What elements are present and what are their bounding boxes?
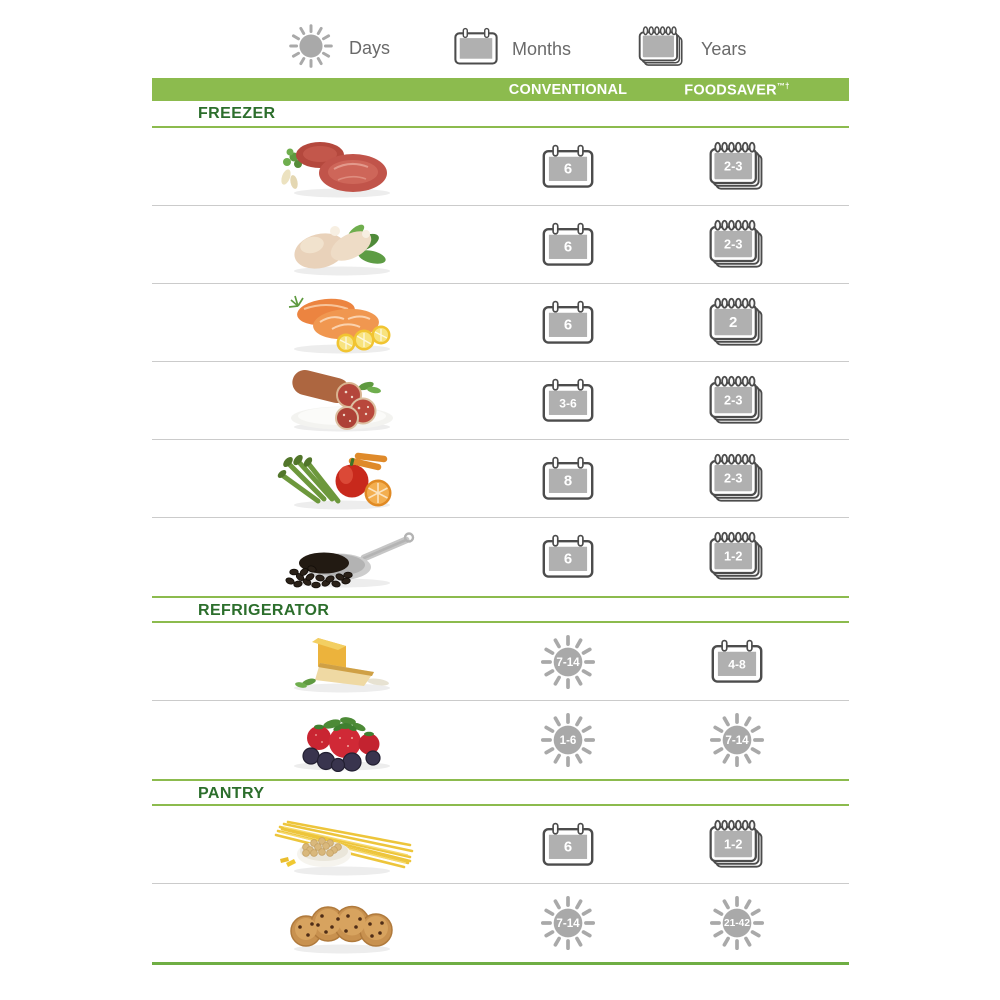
- sun-icon: [286, 21, 336, 76]
- conventional-duration: [537, 631, 599, 693]
- svg-text:2-3: 2-3: [724, 471, 743, 486]
- legend-label-years: Years: [701, 39, 747, 60]
- years-calendar-icon: [705, 371, 769, 429]
- table-row-berries: [152, 701, 849, 779]
- food-image-vegetables: [260, 447, 420, 511]
- years-calendar-icon: [635, 23, 688, 76]
- foodsaver-duration: [705, 137, 769, 195]
- svg-text:7-14: 7-14: [556, 655, 580, 669]
- svg-text:6: 6: [563, 316, 573, 333]
- conventional-duration: [537, 892, 599, 954]
- table-row-vegetables: [152, 440, 849, 518]
- months-calendar-icon: [541, 455, 595, 502]
- section-title: REFRIGERATOR: [198, 602, 330, 619]
- months-calendar-icon: [453, 27, 499, 67]
- svg-text:2: 2: [729, 313, 738, 331]
- table-row-cheese: [152, 623, 849, 701]
- conventional-duration: [537, 709, 599, 771]
- foodsaver-duration: [705, 293, 769, 351]
- svg-text:7-14: 7-14: [556, 916, 580, 930]
- section-title: PANTRY: [198, 785, 265, 802]
- table-row-coffee-beans: [152, 518, 849, 596]
- conventional-duration: [541, 821, 595, 868]
- table-row-pasta-and-legumes: [152, 806, 849, 884]
- legend-item-months: [453, 27, 571, 72]
- years-calendar-icon: [705, 137, 769, 195]
- food-image-salmon-fillets: [260, 291, 420, 355]
- foodsaver-duration: [705, 815, 769, 873]
- column-header-conventional: CONVENTIONAL: [508, 81, 628, 98]
- foodsaver-duration: [706, 892, 768, 954]
- svg-text:1-6: 1-6: [559, 733, 577, 747]
- food-image-salami: [260, 369, 420, 433]
- svg-text:2-3: 2-3: [724, 159, 743, 174]
- section-header-freezer: [152, 101, 849, 128]
- legend-label-days: Days: [349, 38, 391, 58]
- section-title: FREEZER: [198, 105, 276, 122]
- food-image-beef-steaks: [260, 135, 420, 199]
- table-row-beef-steaks: [152, 128, 849, 206]
- months-calendar-icon: [453, 27, 499, 72]
- years-calendar-icon: [635, 23, 688, 71]
- conventional-duration: [541, 455, 595, 502]
- svg-text:6: 6: [563, 160, 573, 177]
- table-row-salmon-fillets: [152, 284, 849, 362]
- svg-text:3-6: 3-6: [559, 395, 577, 410]
- legend-item-years: [635, 23, 746, 76]
- months-calendar-icon: [541, 821, 595, 868]
- months-calendar-icon: [710, 638, 764, 685]
- food-image-berries: [260, 708, 420, 772]
- column-header-bar: [152, 78, 849, 101]
- svg-text:8: 8: [563, 472, 573, 489]
- conventional-duration: [541, 534, 595, 581]
- months-calendar-icon: [541, 221, 595, 268]
- months-calendar-icon: [541, 377, 595, 424]
- table-row-cookies: [152, 884, 849, 962]
- conventional-duration: [541, 221, 595, 268]
- years-calendar-icon: [705, 528, 769, 586]
- section-header-pantry: [152, 779, 849, 806]
- svg-text:21-42: 21-42: [724, 917, 750, 929]
- years-calendar-icon: [705, 815, 769, 873]
- sun-icon: [706, 709, 768, 771]
- months-calendar-icon: [541, 143, 595, 190]
- months-calendar-icon: [541, 299, 595, 346]
- food-image-cheese: [260, 630, 420, 694]
- table-bottom-line: [152, 962, 849, 965]
- sun-icon: [286, 21, 336, 71]
- conventional-duration: [541, 377, 595, 424]
- years-calendar-icon: [705, 293, 769, 351]
- foodsaver-duration: [705, 215, 769, 273]
- section-header-refrigerator: [152, 596, 849, 623]
- svg-text:1-2: 1-2: [724, 549, 743, 564]
- table-row-raw-chicken: [152, 206, 849, 284]
- legend-label-months: Months: [512, 38, 572, 59]
- foodsaver-duration: [705, 371, 769, 429]
- legend-item-days: [286, 21, 390, 76]
- svg-text:6: 6: [563, 238, 573, 255]
- months-calendar-icon: [541, 534, 595, 581]
- food-image-raw-chicken: [260, 213, 420, 277]
- svg-text:4-8: 4-8: [728, 656, 746, 671]
- column-header-foodsaver: FOODSAVER™†: [684, 81, 790, 98]
- svg-text:2-3: 2-3: [724, 393, 743, 408]
- svg-text:1-2: 1-2: [724, 837, 743, 852]
- svg-text:2-3: 2-3: [724, 237, 743, 252]
- foodsaver-duration: [705, 528, 769, 586]
- sun-icon: [537, 892, 599, 954]
- foodsaver-duration: [705, 449, 769, 507]
- foodsaver-duration: [706, 709, 768, 771]
- conventional-duration: [541, 299, 595, 346]
- years-calendar-icon: [705, 215, 769, 273]
- sun-icon: [537, 709, 599, 771]
- conventional-duration: [541, 143, 595, 190]
- svg-text:7-14: 7-14: [725, 733, 749, 747]
- food-image-cookies: [260, 891, 420, 955]
- years-calendar-icon: [705, 449, 769, 507]
- table-row-salami: [152, 362, 849, 440]
- food-image-pasta-and-legumes: [260, 813, 420, 877]
- food-image-coffee-beans: [260, 525, 420, 589]
- foodsaver-duration: [710, 638, 764, 685]
- sun-icon: [706, 892, 768, 954]
- legend: [152, 18, 849, 76]
- trademark-dagger-superscript: ™†: [776, 81, 790, 90]
- svg-text:6: 6: [563, 838, 573, 855]
- table-body: [152, 101, 849, 965]
- sun-icon: [537, 631, 599, 693]
- svg-text:6: 6: [563, 551, 573, 568]
